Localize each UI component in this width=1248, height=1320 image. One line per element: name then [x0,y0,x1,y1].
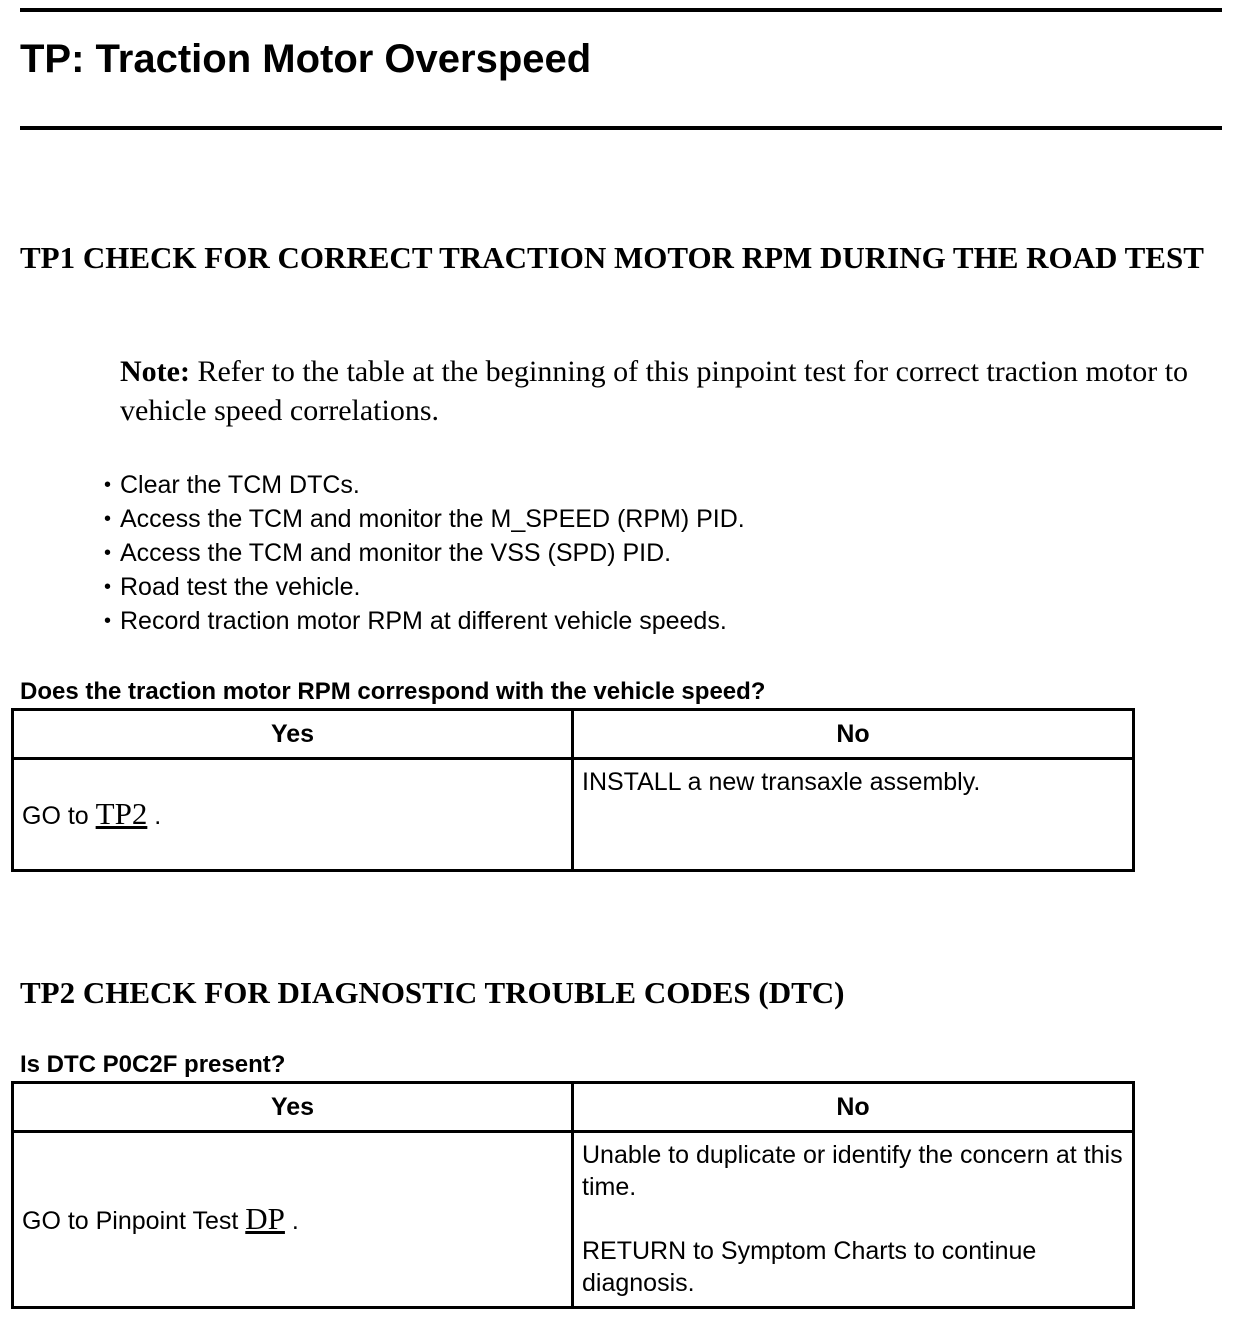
title-underline-rule [20,126,1222,130]
yes-cell: GO to Pinpoint Test DP . [13,1132,573,1308]
tp1-question: Does the traction motor RPM correspond with the vehicle speed? [20,678,766,705]
top-rule [20,8,1222,12]
note-text: Refer to the table at the beginning of this pinpoint test for correct traction motor to vehicle speed correlations. [120,355,1189,427]
yes-column-header: Yes [13,710,573,759]
dp-link[interactable]: DP [245,1200,285,1236]
no-column-header: No [573,1083,1134,1132]
bullet-icon: • [104,542,112,564]
yes-column-header: Yes [13,1083,573,1132]
note-label: Note: [120,355,190,388]
list-item: • Record traction motor RPM at different vehicle speeds. [100,604,745,638]
bullet-icon: • [104,508,112,530]
tp1-step-list [100,468,745,638]
tp2-decision-table [11,1081,1135,1309]
tp2-heading: TP2 CHECK FOR DIAGNOSTIC TROUBLE CODES (DTC) [20,975,845,1010]
list-item: • Access the TCM and monitor the M_SPEED (RPM) PID. [100,502,745,536]
bullet-icon: • [104,576,112,598]
bullet-icon: • [104,474,112,496]
list-item: • Access the TCM and monitor the VSS (SPD) PID. [100,536,745,570]
list-item: • Clear the TCM DTCs. [100,468,745,502]
bullet-icon: • [104,610,112,632]
tp2-link[interactable]: TP2 [95,795,148,831]
tp1-note [120,352,1210,430]
list-item: • Road test the vehicle. [100,570,745,604]
tp2-question: Is DTC P0C2F present? [20,1051,286,1078]
yes-cell: GO to TP2 . [13,759,573,871]
no-cell-text-1: Unable to duplicate or identify the concern at this time. [582,1141,1123,1201]
tp1-decision-table [11,708,1135,872]
page-title: TP: Traction Motor Overspeed [20,37,592,81]
tp1-heading: TP1 CHECK FOR CORRECT TRACTION MOTOR RPM DURING THE ROAD TEST [20,240,1204,275]
no-cell [573,1132,1134,1308]
no-column-header: No [573,710,1134,759]
no-cell-text-2: RETURN to Symptom Charts to continue diagnosis. [582,1237,1037,1297]
no-cell: INSTALL a new transaxle assembly. [573,759,1134,871]
